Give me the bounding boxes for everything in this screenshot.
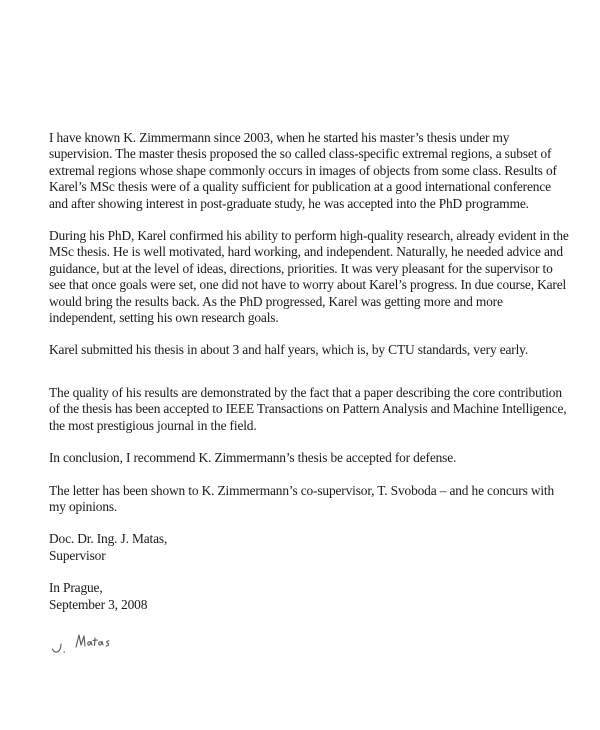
text-line: would bring the results back. As the PhD progressed, Karel was getting more and more	[49, 293, 503, 309]
letter-body	[49, 130, 569, 659]
text-line: The quality of his results are demonstrated by the fact that a paper describing the core contribution	[49, 384, 562, 400]
place: In Prague,	[49, 580, 103, 596]
text-line: the most prestigious journal in the field.	[49, 417, 257, 433]
text-line: supervision. The master thesis proposed the so called class-specific extremal regions, a subset of	[49, 146, 552, 162]
paragraph-conclusion	[49, 450, 569, 466]
date: September 3, 2008	[49, 596, 148, 612]
text-line: Karel’s MSc thesis were of a quality sufficient for publication at a good international conference	[49, 179, 551, 195]
text-line: Karel submitted his thesis in about 3 and half years, which is, by CTU standards, very early.	[49, 342, 529, 358]
text-line: extremal regions whose shape commonly occurs in images of objects from some class. Results of	[49, 162, 557, 178]
signer-role: Supervisor	[49, 547, 106, 563]
text-line: MSc thesis. He is well motivated, hard working, and independent. Naturally, he needed advice and	[49, 244, 563, 260]
text-line: and after showing interest in post-graduate study, he was accepted into the PhD programme.	[49, 195, 529, 211]
text-line: of the thesis has been accepted to IEEE Transactions on Pattern Analysis and Machine Intelligence,	[49, 401, 567, 417]
paragraph-introduction	[49, 130, 569, 212]
text-line: In conclusion, I recommend K. Zimmermann’s thesis be accepted for defense.	[49, 450, 457, 466]
signature-icon	[49, 629, 129, 659]
paragraph-phd-research	[49, 228, 569, 326]
text-line: see that once goals were set, one did not have to worry about Karel’s progress. In due course, Karel	[49, 277, 567, 293]
place-date-block	[49, 580, 569, 613]
text-line: my opinions.	[49, 498, 118, 514]
text-line: The letter has been shown to K. Zimmermann’s co-supervisor, T. Svoboda – and he concurs with	[49, 482, 555, 498]
text-line: independent, setting his own research goals.	[49, 310, 279, 326]
text-line: guidance, but at the level of ideas, directions, priorities. It was very pleasant for the supervisor to	[49, 260, 553, 276]
paragraph-co-supervisor	[49, 483, 569, 516]
signoff-block	[49, 531, 569, 564]
paragraph-submission	[49, 342, 569, 358]
text-line: During his PhD, Karel confirmed his ability to perform high-quality research, already evident in the	[49, 228, 569, 244]
paragraph-quality	[49, 385, 569, 434]
text-line: I have known K. Zimmermann since 2003, when he started his master’s thesis under my	[49, 130, 510, 145]
signer-name: Doc. Dr. Ing. J. Matas,	[49, 531, 168, 547]
handwritten-signature	[49, 629, 129, 659]
